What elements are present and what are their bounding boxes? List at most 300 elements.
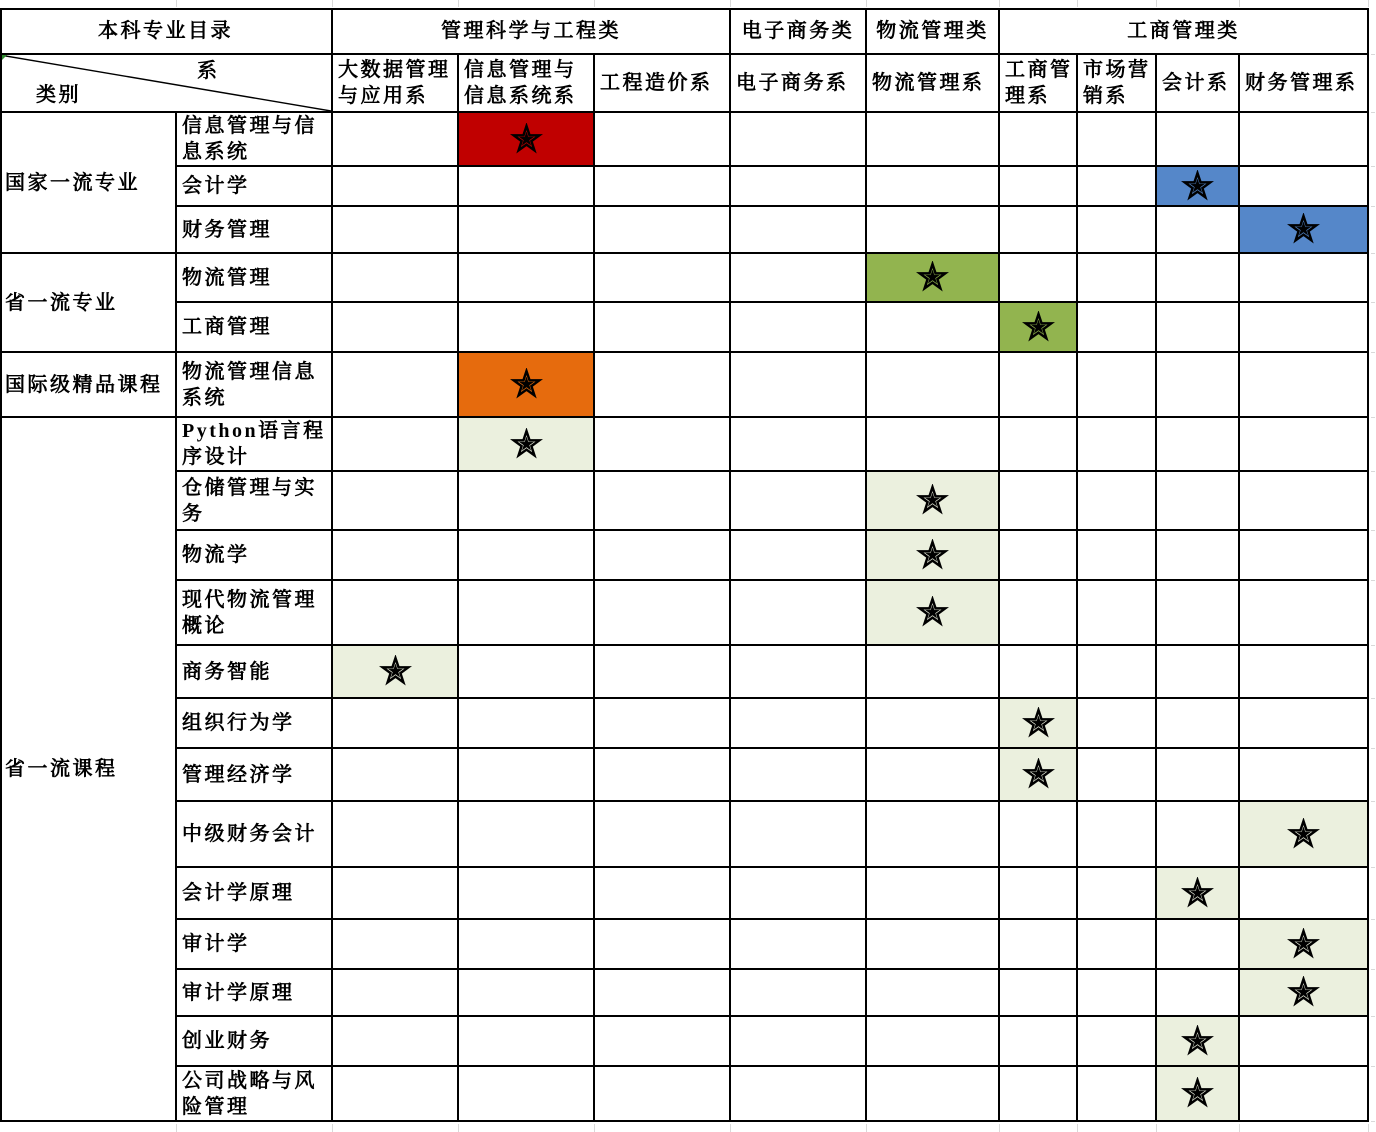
matrix-cell[interactable] [459, 1017, 595, 1067]
course-name-label: 物流学 [182, 544, 250, 566]
matrix-cell[interactable] [867, 353, 1000, 418]
column-group-header[interactable] [1000, 8, 1369, 55]
matrix-cell[interactable] [459, 646, 595, 699]
gridline-stub [1371, 801, 1375, 802]
row-group-label: 省一流专业 [5, 291, 118, 314]
starred-matrix-cell[interactable] [1157, 167, 1240, 207]
matrix-cell[interactable] [333, 868, 459, 920]
course-name-cell[interactable] [177, 531, 333, 581]
matrix-cell[interactable] [1078, 970, 1157, 1017]
course-name-label: 信息管理与信息系统 [182, 115, 317, 163]
gridline-stub [458, 0, 459, 7]
gridline-stub [1371, 206, 1375, 207]
course-name-label: 管理经济学 [182, 763, 295, 786]
column-group-label: 管理科学与工程类 [441, 19, 621, 42]
gridline-stub [1371, 1066, 1375, 1067]
course-name-cell[interactable] [177, 699, 333, 749]
matrix-cell[interactable] [1078, 646, 1157, 699]
row-group-label-cell[interactable] [0, 113, 177, 254]
matrix-cell[interactable] [333, 970, 459, 1017]
matrix-cell[interactable] [731, 920, 867, 970]
matrix-cell[interactable] [595, 868, 731, 920]
star-icon [916, 484, 949, 517]
gridline-stub [999, 1124, 1000, 1132]
matrix-cell[interactable] [333, 167, 459, 207]
gridline-stub [594, 1124, 595, 1132]
course-name-cell[interactable] [177, 353, 333, 418]
matrix-cell[interactable] [1157, 699, 1240, 749]
dept-header-label: 市场营销系 [1083, 59, 1151, 107]
column-group-header[interactable] [333, 8, 731, 55]
matrix-cell[interactable] [1157, 353, 1240, 418]
course-name-label: 审计学原理 [182, 981, 295, 1004]
matrix-cell[interactable] [595, 699, 731, 749]
course-name-cell[interactable] [177, 113, 333, 167]
matrix-cell[interactable] [731, 472, 867, 531]
matrix-cell[interactable] [1240, 472, 1369, 531]
matrix-cell[interactable] [1240, 868, 1369, 920]
gridline-stub [1371, 748, 1375, 749]
matrix-cell[interactable] [459, 207, 595, 254]
gridline-stub [1371, 471, 1375, 472]
course-name-label: Python语言程序设计 [182, 420, 326, 468]
matrix-cell[interactable] [1157, 581, 1240, 646]
matrix-cell[interactable] [731, 749, 867, 802]
column-group-label: 工商管理类 [1127, 19, 1240, 42]
matrix-cell[interactable] [595, 970, 731, 1017]
course-name-cell[interactable] [177, 749, 333, 802]
matrix-cell[interactable] [459, 531, 595, 581]
gridline-stub [1371, 352, 1375, 353]
dept-header-3[interactable] [595, 55, 731, 113]
matrix-cell[interactable] [867, 646, 1000, 699]
row-group-label-cell[interactable] [0, 254, 177, 353]
gridline-stub [1371, 417, 1375, 418]
dept-header-8[interactable] [1157, 55, 1240, 113]
matrix-cell[interactable] [333, 920, 459, 970]
matrix-cell[interactable] [459, 699, 595, 749]
matrix-cell[interactable] [731, 113, 867, 167]
matrix-cell[interactable] [459, 472, 595, 531]
gridline-stub [1371, 530, 1375, 531]
matrix-cell[interactable] [459, 303, 595, 353]
row-group-label-cell[interactable] [0, 353, 177, 418]
catalog-title-cell[interactable] [0, 8, 333, 55]
corner-header-cell[interactable] [0, 55, 333, 113]
star-icon [1022, 758, 1055, 791]
course-name-label: 财务管理 [182, 218, 272, 241]
matrix-cell[interactable] [333, 531, 459, 581]
corner-bottom-left-label: 类别 [36, 84, 81, 106]
dept-header-label: 工程造价系 [600, 72, 713, 94]
matrix-cell[interactable] [867, 303, 1000, 353]
gridline-stub [730, 0, 731, 7]
gridline-stub [1371, 112, 1375, 113]
star-icon [916, 539, 949, 572]
matrix-cell[interactable] [333, 1017, 459, 1067]
starred-matrix-cell[interactable] [867, 531, 1000, 581]
matrix-cell[interactable] [333, 254, 459, 303]
matrix-cell[interactable] [1000, 254, 1078, 303]
gridline-stub [332, 1124, 333, 1132]
matrix-cell[interactable] [731, 353, 867, 418]
matrix-cell[interactable] [1000, 868, 1078, 920]
gridline-stub [1371, 302, 1375, 303]
gridline-stub [1371, 580, 1375, 581]
matrix-cell[interactable] [1240, 353, 1369, 418]
matrix-cell[interactable] [731, 207, 867, 254]
matrix-cell[interactable] [1157, 920, 1240, 970]
matrix-cell[interactable] [731, 646, 867, 699]
starred-matrix-cell[interactable] [459, 353, 595, 418]
row-group-label: 国家一流专业 [5, 171, 140, 194]
starred-matrix-cell[interactable] [867, 472, 1000, 531]
matrix-cell[interactable] [1078, 303, 1157, 353]
course-name-cell[interactable] [177, 868, 333, 920]
matrix-cell[interactable] [1157, 970, 1240, 1017]
course-name-label: 公司战略与风险管理 [182, 1069, 317, 1118]
course-name-cell[interactable] [177, 1017, 333, 1067]
star-icon [510, 123, 543, 156]
matrix-cell[interactable] [731, 167, 867, 207]
star-icon [1022, 311, 1055, 344]
dept-header-9[interactable] [1240, 55, 1369, 113]
matrix-cell[interactable] [1000, 581, 1078, 646]
star-icon [1287, 213, 1320, 246]
matrix-cell[interactable] [1000, 353, 1078, 418]
matrix-cell[interactable] [1000, 167, 1078, 207]
matrix-cell[interactable] [1000, 472, 1078, 531]
matrix-cell[interactable] [731, 1017, 867, 1067]
matrix-cell[interactable] [731, 1067, 867, 1122]
matrix-cell[interactable] [595, 303, 731, 353]
matrix-cell[interactable] [333, 749, 459, 802]
matrix-cell[interactable] [867, 699, 1000, 749]
matrix-cell[interactable] [1000, 418, 1078, 472]
dept-header-2[interactable] [459, 55, 595, 113]
matrix-cell[interactable] [1157, 418, 1240, 472]
matrix-cell[interactable] [1078, 749, 1157, 802]
starred-matrix-cell[interactable] [867, 254, 1000, 303]
dept-header-7[interactable] [1078, 55, 1157, 113]
dept-header-label: 工商管理系 [1005, 59, 1073, 107]
matrix-cell[interactable] [333, 472, 459, 531]
matrix-cell[interactable] [731, 531, 867, 581]
matrix-cell[interactable] [867, 1067, 1000, 1122]
column-group-label: 电子商务类 [741, 19, 855, 42]
gridline-stub [999, 0, 1000, 7]
dept-header-label: 财务管理系 [1245, 72, 1358, 94]
matrix-cell[interactable] [1000, 970, 1078, 1017]
matrix-cell[interactable] [1240, 113, 1369, 167]
course-name-cell[interactable] [177, 472, 333, 531]
matrix-cell[interactable] [595, 418, 731, 472]
matrix-cell[interactable] [867, 167, 1000, 207]
star-icon [510, 368, 543, 401]
course-name-label: 商务智能 [182, 660, 272, 683]
matrix-cell[interactable] [1078, 802, 1157, 868]
gridline-stub [1371, 698, 1375, 699]
starred-matrix-cell[interactable] [1240, 970, 1369, 1017]
matrix-cell[interactable] [1000, 920, 1078, 970]
course-name-cell[interactable] [177, 1067, 333, 1122]
matrix-cell[interactable] [333, 699, 459, 749]
matrix-cell[interactable] [731, 254, 867, 303]
matrix-cell[interactable] [1000, 113, 1078, 167]
starred-matrix-cell[interactable] [1000, 699, 1078, 749]
matrix-cell[interactable] [1157, 646, 1240, 699]
matrix-cell[interactable] [595, 802, 731, 868]
dept-header-4[interactable] [731, 55, 867, 113]
starred-matrix-cell[interactable] [459, 418, 595, 472]
matrix-cell[interactable] [459, 1067, 595, 1122]
dept-header-6[interactable] [1000, 55, 1078, 113]
gridline-stub [866, 1124, 867, 1132]
course-name-label: 组织行为学 [182, 712, 295, 734]
matrix-cell[interactable] [1240, 531, 1369, 581]
catalog-title: 本科专业目录 [98, 19, 233, 42]
course-name-label: 现代物流管理概论 [182, 588, 317, 637]
matrix-cell[interactable] [595, 254, 731, 303]
matrix-cell[interactable] [731, 699, 867, 749]
course-name-cell[interactable] [177, 802, 333, 868]
course-name-cell[interactable] [177, 207, 333, 254]
course-name-label: 仓储管理与实务 [182, 476, 317, 525]
star-icon [916, 261, 949, 294]
matrix-cell[interactable] [333, 418, 459, 472]
gridline-stub [1371, 253, 1375, 254]
matrix-cell[interactable] [867, 868, 1000, 920]
matrix-cell[interactable] [333, 207, 459, 254]
matrix-cell[interactable] [867, 418, 1000, 472]
matrix-cell[interactable] [595, 749, 731, 802]
matrix-cell[interactable] [459, 802, 595, 868]
matrix-cell[interactable] [867, 802, 1000, 868]
matrix-cell[interactable] [867, 920, 1000, 970]
matrix-cell[interactable] [1000, 207, 1078, 254]
row-group-label: 国际级精品课程 [5, 373, 163, 396]
gridline-stub [1371, 867, 1375, 868]
matrix-cell[interactable] [595, 472, 731, 531]
dept-header-5[interactable] [867, 55, 1000, 113]
matrix-cell[interactable] [1078, 207, 1157, 254]
star-icon [1181, 170, 1214, 203]
course-name-cell[interactable] [177, 167, 333, 207]
gridline-stub [1239, 1124, 1240, 1132]
gridline-stub [1371, 645, 1375, 646]
matrix-cell[interactable] [867, 1017, 1000, 1067]
matrix-cell[interactable] [1078, 868, 1157, 920]
matrix-cell[interactable] [595, 167, 731, 207]
matrix-cell[interactable] [1000, 646, 1078, 699]
matrix-cell[interactable] [1078, 472, 1157, 531]
matrix-cell[interactable] [1078, 1067, 1157, 1122]
starred-matrix-cell[interactable] [1000, 303, 1078, 353]
gridline-stub [1371, 919, 1375, 920]
matrix-cell[interactable] [1078, 418, 1157, 472]
gridline-stub [1371, 969, 1375, 970]
column-group-label: 物流管理类 [876, 19, 989, 42]
matrix-cell[interactable] [595, 353, 731, 418]
matrix-cell[interactable] [1078, 167, 1157, 207]
matrix-cell[interactable] [867, 749, 1000, 802]
course-name-cell[interactable] [177, 970, 333, 1017]
matrix-cell[interactable] [1078, 699, 1157, 749]
starred-matrix-cell[interactable] [459, 113, 595, 167]
course-name-label: 审计学 [182, 933, 250, 955]
dept-header-1[interactable] [333, 55, 459, 113]
matrix-cell[interactable] [595, 920, 731, 970]
matrix-cell[interactable] [595, 113, 731, 167]
course-name-cell[interactable] [177, 646, 333, 699]
matrix-cell[interactable] [595, 531, 731, 581]
gridline-stub [1239, 0, 1240, 7]
matrix-cell[interactable] [1240, 254, 1369, 303]
matrix-cell[interactable] [1240, 418, 1369, 472]
matrix-cell[interactable] [1157, 802, 1240, 868]
matrix-cell[interactable] [731, 802, 867, 868]
starred-matrix-cell[interactable] [1240, 802, 1369, 868]
matrix-cell[interactable] [1157, 749, 1240, 802]
matrix-cell[interactable] [333, 581, 459, 646]
gridline-stub [730, 1124, 731, 1132]
course-name-label: 会计学原理 [182, 882, 295, 904]
matrix-cell[interactable] [459, 167, 595, 207]
column-group-header[interactable] [867, 8, 1000, 55]
matrix-cell[interactable] [459, 581, 595, 646]
course-name-label: 会计学 [182, 175, 250, 197]
matrix-cell[interactable] [1157, 113, 1240, 167]
star-icon [1181, 877, 1214, 910]
matrix-cell[interactable] [1240, 646, 1369, 699]
matrix-cell[interactable] [1078, 254, 1157, 303]
matrix-cell[interactable] [459, 920, 595, 970]
star-icon [1287, 976, 1320, 1009]
matrix-cell[interactable] [459, 749, 595, 802]
gridline-stub [1156, 1124, 1157, 1132]
starred-matrix-cell[interactable] [1157, 868, 1240, 920]
matrix-cell[interactable] [867, 207, 1000, 254]
course-name-label: 物流管理信息系统 [182, 360, 317, 409]
matrix-cell[interactable] [1078, 353, 1157, 418]
star-icon [1181, 1025, 1214, 1058]
matrix-cell[interactable] [731, 303, 867, 353]
matrix-cell[interactable] [1240, 1017, 1369, 1067]
gridline-stub [1077, 0, 1078, 7]
row-group-label-cell[interactable] [0, 418, 177, 1122]
starred-matrix-cell[interactable] [1240, 920, 1369, 970]
starred-matrix-cell[interactable] [333, 646, 459, 699]
matrix-cell[interactable] [1078, 581, 1157, 646]
matrix-cell[interactable] [1240, 167, 1369, 207]
matrix-cell[interactable] [595, 1067, 731, 1122]
matrix-cell[interactable] [731, 868, 867, 920]
gridline-stub [1368, 0, 1369, 7]
gridline-stub [1368, 1124, 1369, 1132]
matrix-cell[interactable] [731, 970, 867, 1017]
matrix-cell[interactable] [595, 581, 731, 646]
course-name-cell[interactable] [177, 303, 333, 353]
matrix-cell[interactable] [1000, 531, 1078, 581]
starred-matrix-cell[interactable] [1240, 207, 1369, 254]
course-name-cell[interactable] [177, 581, 333, 646]
matrix-cell[interactable] [1078, 531, 1157, 581]
matrix-cell[interactable] [595, 207, 731, 254]
matrix-cell[interactable] [333, 353, 459, 418]
dept-header-label: 会计系 [1162, 72, 1230, 94]
gridline-stub [176, 1124, 177, 1132]
column-group-header[interactable] [731, 8, 867, 55]
gridline-stub [176, 0, 177, 7]
course-name-cell[interactable] [177, 920, 333, 970]
matrix-cell[interactable] [731, 581, 867, 646]
matrix-cell[interactable] [333, 303, 459, 353]
gridline-stub [1077, 1124, 1078, 1132]
matrix-cell[interactable] [731, 418, 867, 472]
matrix-cell[interactable] [1240, 1067, 1369, 1122]
matrix-cell[interactable] [1000, 1017, 1078, 1067]
matrix-cell[interactable] [1240, 699, 1369, 749]
star-icon [916, 596, 949, 629]
matrix-cell[interactable] [595, 1017, 731, 1067]
matrix-cell[interactable] [1000, 802, 1078, 868]
corner-triangle-icon [0, 55, 7, 62]
matrix-cell[interactable] [1000, 1067, 1078, 1122]
matrix-cell[interactable] [1078, 920, 1157, 970]
gridline-stub [1156, 0, 1157, 7]
matrix-cell[interactable] [459, 254, 595, 303]
star-icon [1022, 707, 1055, 740]
star-icon [379, 655, 412, 688]
matrix-cell[interactable] [595, 646, 731, 699]
gridline-stub [866, 0, 867, 7]
course-name-cell[interactable] [177, 418, 333, 472]
matrix-cell[interactable] [1157, 303, 1240, 353]
matrix-cell[interactable] [1157, 472, 1240, 531]
matrix-cell[interactable] [459, 970, 595, 1017]
corner-top-right-label: 系 [197, 60, 220, 82]
gridline-stub [1371, 166, 1375, 167]
matrix-cell[interactable] [333, 113, 459, 167]
matrix-cell[interactable] [867, 113, 1000, 167]
matrix-cell[interactable] [1078, 113, 1157, 167]
course-name-label: 创业财务 [182, 1030, 272, 1052]
matrix-cell[interactable] [333, 802, 459, 868]
dept-header-label: 大数据管理与应用系 [338, 59, 451, 107]
dept-header-label: 物流管理系 [872, 72, 985, 94]
gridline-stub [458, 1124, 459, 1132]
matrix-cell[interactable] [1240, 749, 1369, 802]
dept-header-label: 信息管理与信息系统系 [464, 59, 577, 107]
matrix-cell[interactable] [1157, 531, 1240, 581]
matrix-cell[interactable] [459, 868, 595, 920]
matrix-cell[interactable] [1157, 207, 1240, 254]
course-name-label: 工商管理 [182, 316, 272, 338]
matrix-cell[interactable] [333, 1067, 459, 1122]
matrix-cell[interactable] [1078, 1017, 1157, 1067]
starred-matrix-cell[interactable] [1157, 1067, 1240, 1122]
star-icon [1287, 818, 1320, 851]
matrix-cell[interactable] [867, 970, 1000, 1017]
starred-matrix-cell[interactable] [1157, 1017, 1240, 1067]
starred-matrix-cell[interactable] [867, 581, 1000, 646]
gridline-stub [1371, 1016, 1375, 1017]
course-name-cell[interactable] [177, 254, 333, 303]
matrix-cell[interactable] [1240, 581, 1369, 646]
starred-matrix-cell[interactable] [1000, 749, 1078, 802]
matrix-cell[interactable] [1240, 303, 1369, 353]
matrix-cell[interactable] [1157, 254, 1240, 303]
